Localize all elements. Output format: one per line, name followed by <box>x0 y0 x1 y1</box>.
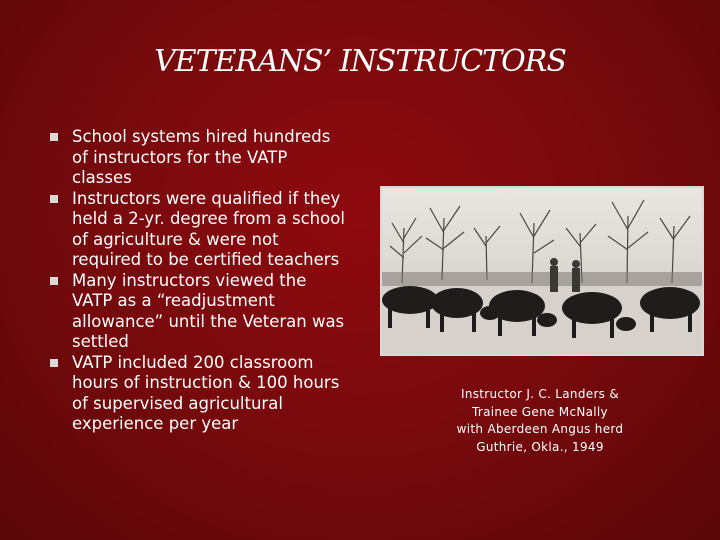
bullet-text: Many instructors viewed the VATP as a “readjustment allowance” until the Veteran was settled <box>72 270 345 351</box>
square-bullet-icon <box>50 359 58 367</box>
bullet-text: VATP included 200 classroom hours of instruction & 100 hours of supervised agricultural experience per year <box>72 352 340 433</box>
bullet-item <box>50 271 350 353</box>
bullet-item <box>50 353 350 435</box>
bullet-item <box>50 127 350 189</box>
slide-title: VETERANS’ INSTRUCTORS <box>154 44 566 79</box>
square-bullet-icon <box>50 277 58 285</box>
photo-caption <box>440 386 640 456</box>
caption-line: Guthrie, Okla., 1949 <box>476 439 604 454</box>
bullet-text: Instructors were qualified if they held a 2-yr. degree from a school of agriculture & were not required to be certified teachers <box>72 188 345 269</box>
bullet-text: School systems hired hundreds of instructors for the VATP classes <box>72 127 331 187</box>
caption-line: with Aberdeen Angus herd <box>456 422 624 436</box>
caption-line: Instructor J. C. Landers & <box>460 387 619 401</box>
cattle-photo-illustration <box>382 188 702 354</box>
square-bullet-icon <box>50 133 58 141</box>
bullet-item <box>50 189 350 271</box>
square-bullet-icon <box>50 195 58 203</box>
caption-line: Trainee Gene McNally <box>472 404 608 419</box>
cattle-herd-photo <box>380 186 704 356</box>
bullet-list <box>50 127 350 435</box>
